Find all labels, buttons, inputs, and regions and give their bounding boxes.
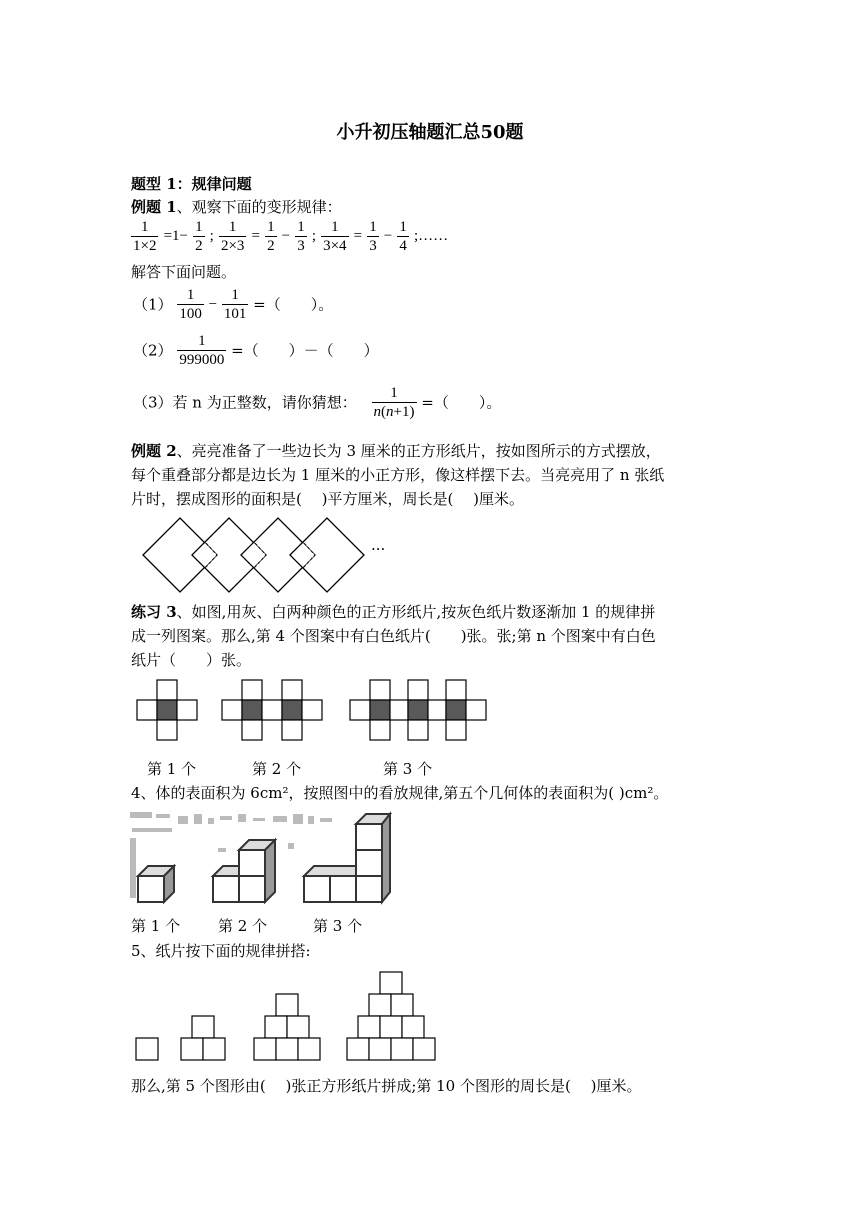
example-1-heading [131, 196, 342, 218]
exercise-3-line1: 练习 3、如图,用灰、白两种颜色的正方形纸片,按灰色纸片数逐渐加 1 的规律拼 [131, 603, 656, 621]
question-2 [133, 332, 379, 369]
caption-cubes-3: 第 3 个 [313, 917, 363, 935]
question-4-text: 4、体的表面积为 6cm²，按照图中的看放规律,第五个几何体的表面积为( )cm²。 [131, 784, 669, 802]
fraction: $\frac{1}{3}$ [369, 219, 377, 254]
caption-pattern-2: 第 2 个 [252, 760, 302, 778]
example-1-label: 例题 1 [131, 198, 177, 216]
caption-cubes-2: 第 2 个 [218, 917, 268, 935]
fraction: $\frac{1}{999000}$ [179, 333, 225, 368]
q1-label: （1） [133, 295, 173, 314]
q1-tail: =（ ）。 [253, 295, 334, 314]
example-2-line3: 片时，摆成图形的面积是( )平方厘米，周长是( )厘米。 [131, 490, 524, 508]
question-5-text: 5、纸片按下面的规律拼搭: [131, 942, 311, 960]
fraction: $\frac{1}{100}$ [179, 287, 202, 322]
fraction: $\frac{1}{2}$ [267, 219, 275, 254]
q3-text: （3）若 n 为正整数，请你猜想： [133, 393, 357, 412]
q3-tail: =（ ）。 [421, 393, 502, 412]
question-5-bottom: 那么,第 5 个图形由( )张正方形纸片拼成;第 10 个图形的周长是( )厘米。 [131, 1077, 642, 1095]
caption-pattern-3: 第 3 个 [383, 760, 433, 778]
ellipsis: ;…… [413, 228, 449, 244]
fraction: $\frac{1}{101}$ [223, 287, 247, 322]
page-title: 小升初压轴题汇总50题 [336, 122, 524, 143]
overlapping-squares-figure [135, 510, 375, 600]
question-1: （1） $\frac{1}{100}$ − $\frac{1}{101}$ =（ ）。 [133, 287, 334, 322]
gray-white-pattern-figure [130, 675, 500, 750]
question-3 [133, 384, 501, 421]
fraction: $\frac{1}{n(n+1)}$ [373, 385, 415, 420]
section-heading: 题型 1：规律问题 [131, 175, 252, 193]
fraction: $\frac{1}{2}$ [195, 219, 203, 254]
formula-row: $\frac{1}{1\times 2}$ =1− $\frac{1}{2}$ ; $\frac{1}{2\times 3}$ = $\frac{1}{2}$ − $\frac{1}{3}$ ; $\frac{1}{3\times 4}$ = $\frac{1}{3}$ − $\frac{1}{4}$ ;…… [133, 219, 449, 254]
fraction: $\frac{1}{3}$ [297, 219, 305, 254]
fraction: $\frac{1}{3\times 4}$ [323, 219, 347, 254]
q2-label: （2） [133, 341, 173, 360]
fraction: $\frac{1}{2\times 3}$ [220, 219, 245, 254]
caption-cubes-1: 第 1 个 [131, 917, 181, 935]
answer-prompt: 解答下面问题。 [131, 263, 237, 281]
stacked-cubes-figure [128, 808, 393, 913]
example-2-label: 例题 2 [131, 442, 177, 460]
continuation-dots: ··· [371, 540, 386, 558]
fraction: $\frac{1}{1\times 2}$ [133, 219, 157, 254]
example-2-line2: 每个重叠部分都是边长为 1 厘米的小正方形，像这样摆下去。当亮亮用了 n 张纸 [131, 466, 665, 484]
fraction: $\frac{1}{4}$ [399, 219, 407, 254]
example-2-line1: 例题 2、亮亮准备了一些边长为 3 厘米的正方形纸片，按如图所示的方式摆放， [131, 442, 661, 460]
exercise-3-label: 练习 3 [131, 603, 177, 621]
exercise-3-line2: 成一列图案。那么,第 4 个图案中有白色纸片( )张。张;第 n 个图案中有白色 [131, 627, 656, 645]
example-1-text: 、观察下面的变形规律： [176, 198, 342, 216]
caption-pattern-1: 第 1 个 [147, 760, 197, 778]
square-pyramid-figure [130, 968, 440, 1063]
q2-tail: =（ ）－（ ） [231, 341, 379, 360]
exercise-3-line3: 纸片（ ）张。 [131, 651, 252, 669]
